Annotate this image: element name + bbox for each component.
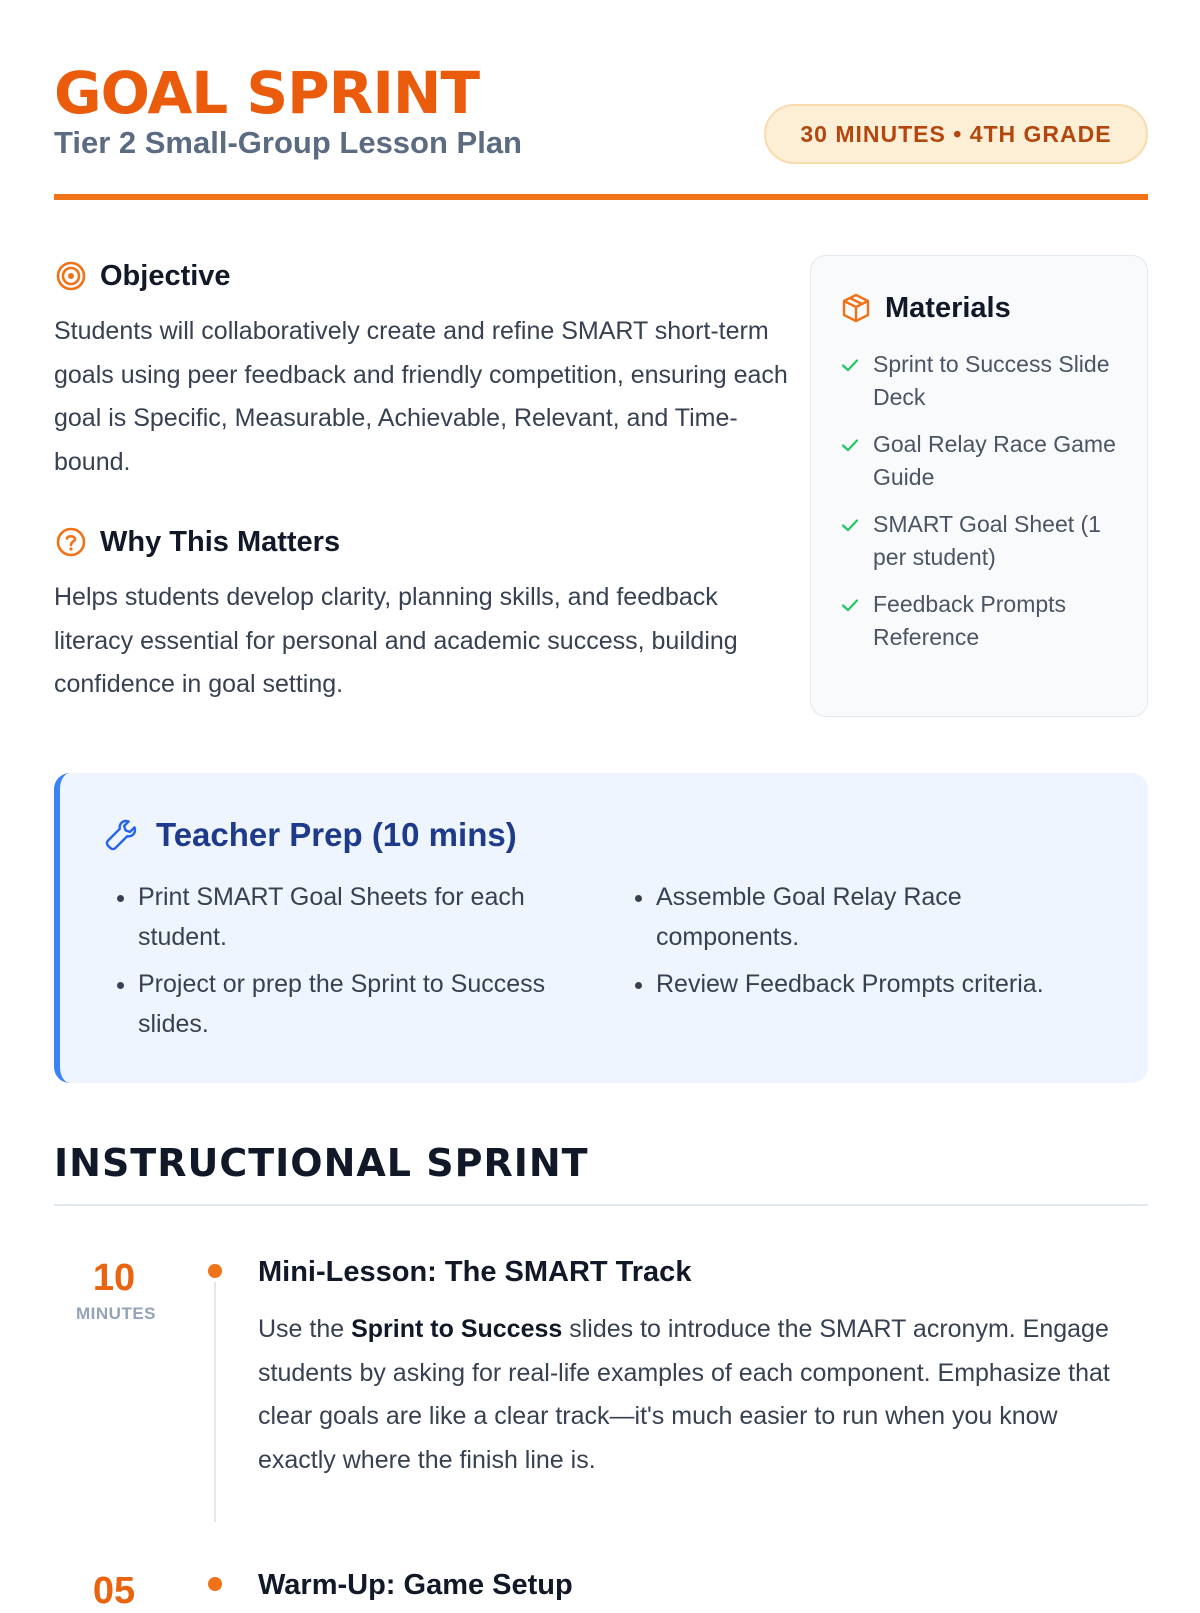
section-title: INSTRUCTIONAL SPRINT: [54, 1141, 589, 1185]
list-item: • Assemble Goal Relay Race components.: [656, 877, 1090, 957]
step-title: Warm-Up: Game Setup: [258, 1569, 573, 1601]
step-minutes: 10: [92, 1257, 136, 1299]
material-label: Feedback Prompts Reference: [873, 591, 1067, 650]
materials-title: Materials: [885, 291, 1011, 324]
timeline-dot: [208, 1264, 222, 1278]
check-icon: [839, 594, 861, 616]
teacher-prep-list: [102, 877, 1108, 1077]
timeline-line: [214, 1282, 216, 1522]
materials-heading: [839, 286, 1123, 330]
duration-grade-badge: 30 MINUTES • 4TH GRADE: [764, 104, 1148, 164]
why-text: Helps students develop clarity, planning skills, and feedback literacy essential for personal and academic success, building confidence in goal setting.: [54, 583, 738, 698]
step-text: slides to introduce the SMART acronym. Engage students by asking for real-life examples of each component. Emphasize that clear goals are like a clear track—it's much easier to run when you know exactly where the finish line is.: [258, 1315, 1110, 1474]
list-item: [839, 428, 1123, 494]
list-item: • Review Feedback Prompts criteria.: [656, 964, 1090, 1004]
wrench-icon: [102, 816, 140, 854]
objective-text: Students will collaboratively create and refine SMART short-term goals using peer feedback and friendly competition, ensuring each goal is Specific, Measurable, Achievable, Relevant, and Time-bound.: [54, 317, 788, 476]
why-heading: [54, 520, 794, 564]
prep-column-right: [620, 877, 1090, 1011]
check-icon: [839, 354, 861, 376]
step-minutes-label: MINUTES: [76, 1304, 156, 1323]
list-item: [839, 348, 1123, 414]
objective-heading: [54, 254, 794, 298]
package-icon: [839, 291, 873, 325]
step-text-bold: Sprint to Success: [351, 1315, 563, 1343]
objective-title: Objective: [100, 259, 231, 292]
header-divider: [54, 194, 1148, 200]
teacher-prep-title: Teacher Prep (10 mins): [156, 816, 517, 853]
step-description: [258, 1308, 1138, 1482]
material-label: Sprint to Success Slide Deck: [873, 351, 1110, 410]
list-item: [839, 508, 1123, 574]
step-minutes: 05: [92, 1570, 136, 1612]
list-item: [839, 588, 1123, 654]
header: [54, 54, 1148, 202]
timeline-dot: [208, 1577, 222, 1591]
teacher-prep-heading: [102, 813, 1108, 857]
left-column: [54, 254, 794, 707]
list-item: • Print SMART Goal Sheets for each student.: [138, 877, 572, 957]
list-item: • Project or prep the Sprint to Success slides.: [138, 964, 572, 1044]
step-text: Use the: [258, 1315, 352, 1343]
why-title: Why This Matters: [100, 525, 341, 558]
check-icon: [839, 514, 861, 536]
page-subtitle: Tier 2 Small-Group Lesson Plan: [54, 125, 522, 160]
material-label: Goal Relay Race Game Guide: [873, 431, 1116, 490]
step-title: Mini-Lesson: The SMART Track: [258, 1256, 692, 1288]
materials-card: [810, 255, 1148, 717]
teacher-prep-panel: [54, 773, 1148, 1083]
help-circle-icon: [54, 525, 88, 559]
prep-column-left: [102, 877, 572, 1051]
materials-list: [839, 348, 1123, 654]
target-icon: [54, 259, 88, 293]
page-title: GOAL SPRINT: [54, 59, 480, 127]
check-icon: [839, 434, 861, 456]
material-label: SMART Goal Sheet (1 per student): [873, 511, 1101, 570]
section-divider: [54, 1204, 1148, 1206]
